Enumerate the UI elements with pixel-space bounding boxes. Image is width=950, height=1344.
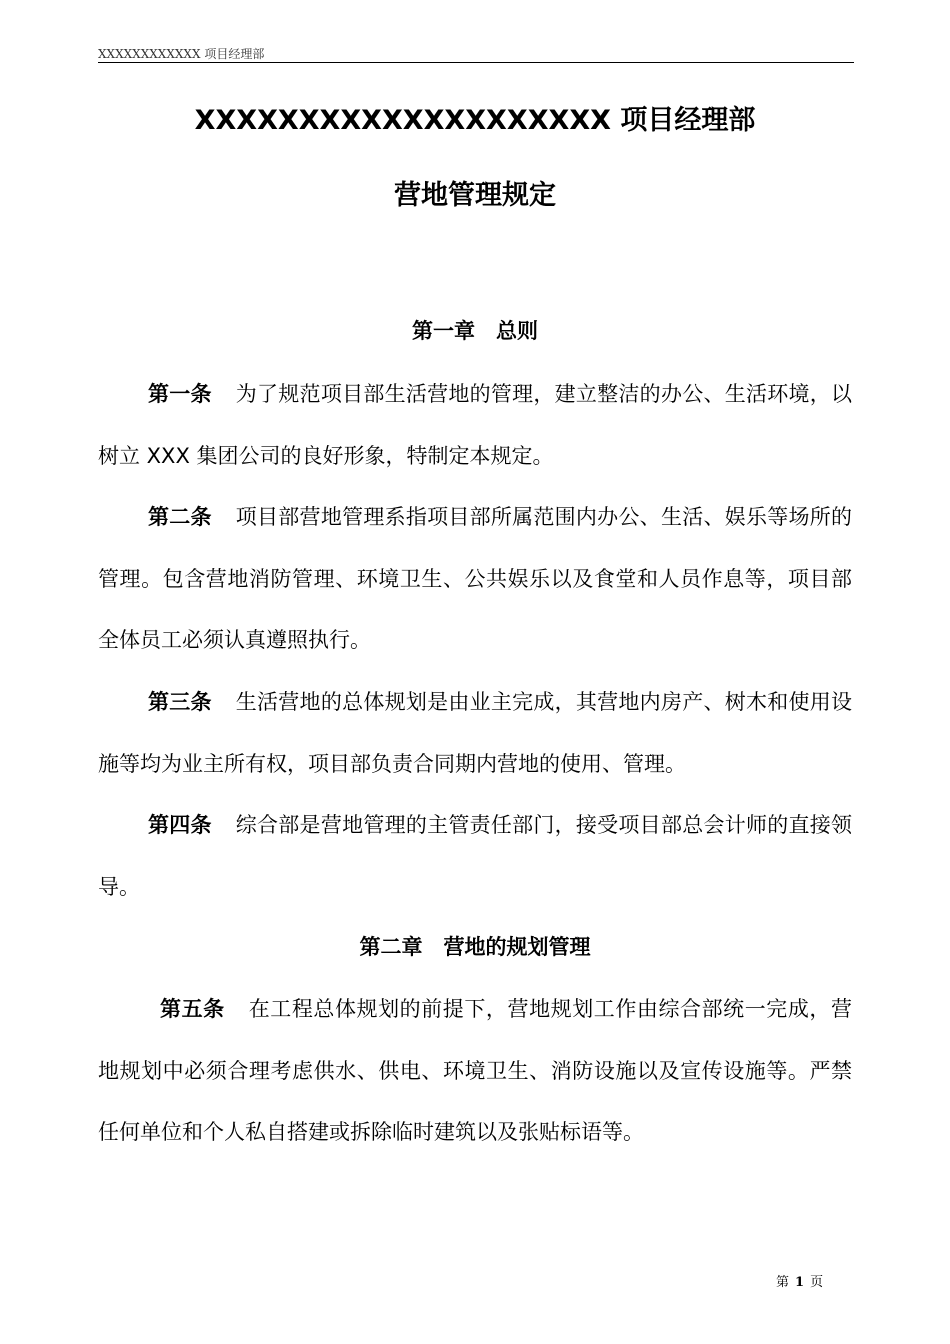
article-5 bbox=[98, 979, 852, 1164]
article-3 bbox=[98, 672, 852, 795]
chapter-1-heading: 第一章 总则 bbox=[412, 319, 538, 343]
article-2 bbox=[98, 487, 852, 672]
document-subtitle: 营地管理规定 bbox=[394, 180, 556, 211]
page-footer bbox=[776, 1274, 823, 1292]
footer-suffix: 页 bbox=[810, 1275, 824, 1290]
article-5-text: 在工程总体规划的前提下，营地规划工作由综合部统一完成，营地规划中必须合理考虑供水、供电、环境卫生、消防设施以及宣传设施等。严禁任何单位和个人私自搭建或拆除临时建筑以及张贴标语等。 bbox=[98, 997, 853, 1144]
page-header bbox=[98, 46, 854, 63]
footer-prefix: 第 bbox=[776, 1275, 790, 1290]
article-1-label: 第一条 bbox=[148, 382, 212, 406]
article-1-text: 为了规范项目部生活营地的管理，建立整洁的办公、生活环境，以树立 XXX 集团公司的良好形象，特制定本规定。 bbox=[98, 382, 853, 468]
page-number: 1 bbox=[795, 1275, 805, 1290]
article-4 bbox=[98, 795, 852, 918]
article-1 bbox=[98, 364, 852, 487]
article-2-label: 第二条 bbox=[148, 505, 212, 529]
header-text: XXXXXXXXXXXX 项目经理部 bbox=[98, 47, 265, 61]
article-3-label: 第三条 bbox=[148, 690, 212, 714]
article-4-label: 第四条 bbox=[148, 813, 212, 837]
article-4-text: 综合部是营地管理的主管责任部门，接受项目部总会计师的直接领导。 bbox=[98, 813, 853, 899]
article-3-text: 生活营地的总体规划是由业主完成，其营地内房产、树木和使用设施等均为业主所有权，项目部负责合同期内营地的使用、管理。 bbox=[98, 690, 853, 776]
chapter-2-heading: 第二章 营地的规划管理 bbox=[359, 935, 591, 959]
document-title: XXXXXXXXXXXXXXXXXXXX 项目经理部 bbox=[194, 105, 756, 136]
article-5-label: 第五条 bbox=[160, 997, 225, 1021]
article-2-text: 项目部营地管理系指项目部所属范围内办公、生活、娱乐等场所的管理。包含营地消防管理、环境卫生、公共娱乐以及食堂和人员作息等，项目部全体员工必须认真遵照执行。 bbox=[98, 505, 853, 652]
